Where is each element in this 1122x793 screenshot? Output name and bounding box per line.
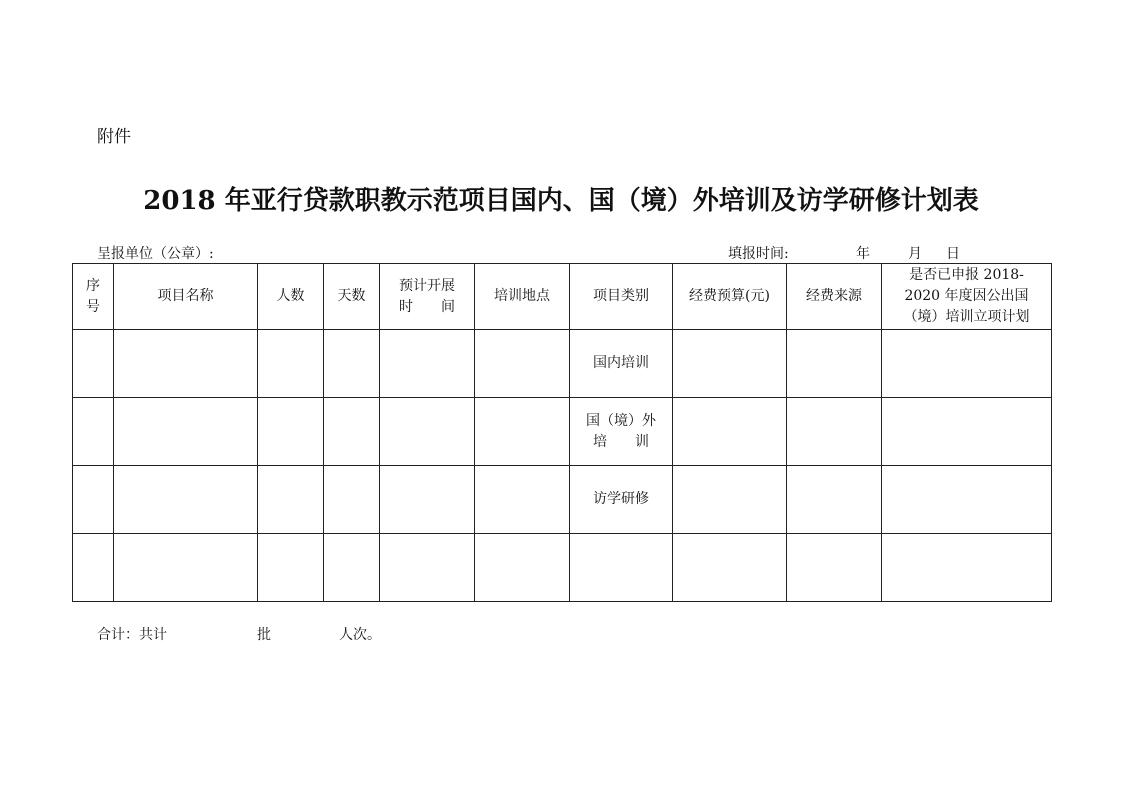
- cell-location: [475, 466, 570, 534]
- table-row: [73, 466, 1052, 534]
- cell-project-name: [114, 534, 258, 602]
- cell-funding-source: [787, 330, 882, 398]
- cell-declared-plan: [882, 534, 1052, 602]
- fill-time-label: 填报时间:: [728, 246, 789, 262]
- cell-budget: [673, 466, 787, 534]
- header-headcount: 人数: [258, 264, 324, 330]
- cell-declared-plan: [882, 466, 1052, 534]
- header-training-location: 培训地点: [475, 264, 570, 330]
- cell-budget: [673, 534, 787, 602]
- footer-batch-label: 批: [257, 627, 271, 643]
- header-funding-source: 经费来源: [787, 264, 882, 330]
- cell-days: [324, 330, 380, 398]
- cell-category: 国（境）外 培 训: [570, 398, 673, 466]
- cell-serial: [73, 466, 114, 534]
- cell-location: [475, 330, 570, 398]
- footer-total: [97, 624, 381, 644]
- header-planned-time: 预计开展 时 间: [380, 264, 475, 330]
- attachment-label: 附件: [97, 127, 131, 147]
- cell-headcount: [258, 398, 324, 466]
- fill-time-month: 月: [908, 246, 922, 262]
- cell-serial: [73, 330, 114, 398]
- cell-headcount: [258, 466, 324, 534]
- cell-days: [324, 398, 380, 466]
- cell-headcount: [258, 534, 324, 602]
- cell-planned-time: [380, 466, 475, 534]
- table-row: [73, 398, 1052, 466]
- cell-planned-time: [380, 398, 475, 466]
- header-declared-plan: 是否已申报 2018- 2020 年度因公出国 （境）培训立项计划: [882, 264, 1052, 330]
- table-row: [73, 534, 1052, 602]
- fill-time-year: 年: [856, 246, 870, 262]
- cell-headcount: [258, 330, 324, 398]
- cell-serial: [73, 398, 114, 466]
- cell-declared-plan: [882, 330, 1052, 398]
- table-header-row: [73, 264, 1052, 330]
- cell-days: [324, 534, 380, 602]
- cell-location: [475, 398, 570, 466]
- training-plan-table: [72, 263, 1052, 602]
- cell-budget: [673, 398, 787, 466]
- table-row: [73, 330, 1052, 398]
- cell-funding-source: [787, 398, 882, 466]
- submitting-unit-label: 呈报单位（公章）:: [97, 246, 214, 262]
- cell-category: [570, 534, 673, 602]
- fill-time-day: 日: [946, 246, 960, 262]
- cell-planned-time: [380, 330, 475, 398]
- cell-funding-source: [787, 466, 882, 534]
- header-project-name: 项目名称: [114, 264, 258, 330]
- header-serial-number: 序 号: [73, 264, 114, 330]
- fill-time: [728, 243, 960, 263]
- cell-project-name: [114, 398, 258, 466]
- cell-category: 访学研修: [570, 466, 673, 534]
- cell-category: 国内培训: [570, 330, 673, 398]
- cell-declared-plan: [882, 398, 1052, 466]
- document-title: 2018 年亚行贷款职教示范项目国内、国（境）外培训及访学研修计划表: [143, 186, 979, 216]
- cell-serial: [73, 534, 114, 602]
- footer-total-label: 合计：共计: [97, 627, 167, 643]
- cell-funding-source: [787, 534, 882, 602]
- cell-planned-time: [380, 534, 475, 602]
- header-project-category: 项目类别: [570, 264, 673, 330]
- cell-days: [324, 466, 380, 534]
- cell-location: [475, 534, 570, 602]
- header-budget: 经费预算(元): [673, 264, 787, 330]
- header-days: 天数: [324, 264, 380, 330]
- cell-project-name: [114, 466, 258, 534]
- footer-person-times-label: 人次。: [339, 627, 381, 643]
- cell-budget: [673, 330, 787, 398]
- cell-project-name: [114, 330, 258, 398]
